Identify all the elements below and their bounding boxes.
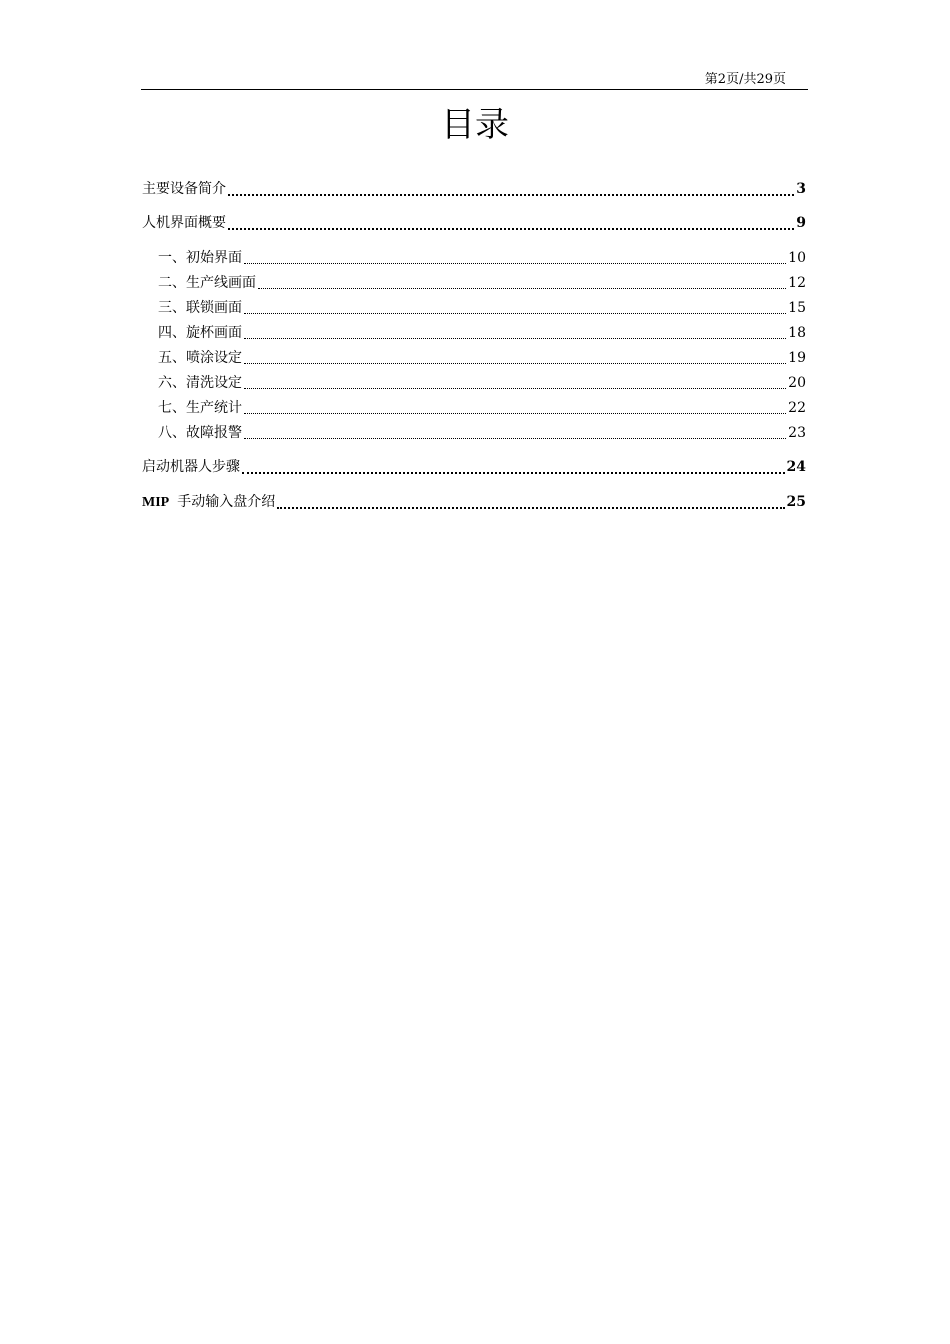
dot-leader <box>244 399 786 414</box>
toc-entry-interlock[interactable] <box>158 299 806 318</box>
toc-entry-rotary-cup[interactable] <box>158 324 806 343</box>
dot-leader <box>244 249 786 264</box>
page-title: 目录 <box>441 105 509 145</box>
dot-leader <box>244 299 786 314</box>
toc-entry-page: 15 <box>788 300 806 316</box>
toc-entry-label: 启动机器人步骤 <box>142 459 240 475</box>
toc-entry-page: 10 <box>788 250 806 266</box>
dot-leader <box>244 374 786 389</box>
toc-entry-label: 四、旋杯画面 <box>158 325 242 341</box>
toc-entry-hmi-overview[interactable] <box>142 214 806 234</box>
toc-entry-page: 18 <box>788 325 806 341</box>
toc-entry-page: 22 <box>788 400 806 416</box>
dot-leader <box>244 324 786 339</box>
toc-entry-label: 二、生产线画面 <box>158 275 256 291</box>
dot-leader <box>228 214 794 230</box>
toc-entry-cleaning-settings[interactable] <box>158 374 806 393</box>
toc-entry-label-group <box>142 493 275 512</box>
toc-entry-label: 六、清洗设定 <box>158 375 242 391</box>
toc-entry-page: 12 <box>788 275 806 291</box>
toc-entry-page: 19 <box>788 350 806 366</box>
toc-entry-label: 主要设备简介 <box>142 181 226 197</box>
dot-leader <box>277 493 784 509</box>
table-of-contents <box>0 0 950 600</box>
toc-entry-main-equipment[interactable] <box>142 180 806 200</box>
dot-leader <box>244 349 786 364</box>
dot-leader <box>258 274 786 289</box>
toc-entry-label: 七、生产统计 <box>158 400 242 416</box>
toc-entry-initial-screen[interactable] <box>158 249 806 268</box>
dot-leader <box>242 458 785 474</box>
toc-entry-page: 20 <box>788 375 806 391</box>
dot-leader <box>244 424 786 439</box>
toc-entry-page: 24 <box>786 459 806 475</box>
toc-entry-label: 五、喷涂设定 <box>158 350 242 366</box>
page-number: 第2页/共29页 <box>704 72 786 87</box>
toc-entry-robot-startup[interactable] <box>142 458 806 478</box>
toc-entry-label-prefix: MIP <box>142 495 170 510</box>
toc-entry-spray-settings[interactable] <box>158 349 806 368</box>
toc-entry-label: 一、初始界面 <box>158 250 242 266</box>
toc-entry-fault-alarm[interactable] <box>158 424 806 443</box>
toc-entry-page: 9 <box>796 215 806 231</box>
toc-entry-mip-manual-input[interactable] <box>142 493 806 513</box>
dot-leader <box>228 180 794 196</box>
toc-entry-label: 八、故障报警 <box>158 425 242 441</box>
toc-entry-production-line[interactable] <box>158 274 806 293</box>
toc-entry-page: 25 <box>786 494 806 510</box>
toc-entry-page: 23 <box>788 425 806 441</box>
toc-entry-label: 人机界面概要 <box>142 215 226 231</box>
toc-entry-label: 手动输入盘介绍 <box>177 494 276 510</box>
toc-entry-label: 三、联锁画面 <box>158 300 242 316</box>
toc-entry-page: 3 <box>796 181 806 197</box>
toc-entry-production-stats[interactable] <box>158 399 806 418</box>
